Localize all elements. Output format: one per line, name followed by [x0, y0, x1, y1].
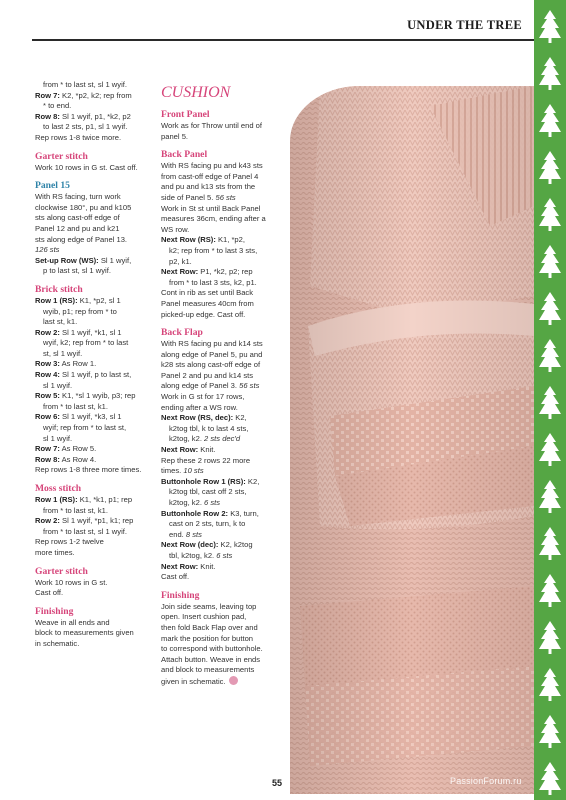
- text-line: [161, 132, 279, 143]
- text-line: [161, 392, 279, 403]
- text-run: from * to last st, sl 1 wyif.: [43, 526, 127, 536]
- text-line: [161, 644, 279, 655]
- text-run: Panel 12 and pu and k21: [35, 223, 120, 233]
- text-line: [35, 465, 150, 476]
- christmas-tree-icon: [539, 668, 561, 701]
- section-heading: Moss stitch: [35, 483, 82, 494]
- text-run: 6 sts: [204, 498, 221, 507]
- text-run: in schematic.: [35, 638, 80, 648]
- text-run: from * to last st, sl 1 wyif.: [43, 80, 127, 89]
- text-run: p2, k1.: [169, 256, 192, 266]
- text-line: [35, 101, 150, 112]
- christmas-tree-icon: [539, 292, 561, 325]
- text-line: [161, 267, 279, 278]
- christmas-tree-icon: [539, 621, 561, 654]
- text-line: [161, 288, 279, 299]
- text-run: wyib, p1; rep from * to: [43, 306, 117, 316]
- text-run: 8 sts: [185, 529, 202, 539]
- text-line: [161, 172, 279, 183]
- text-run: sl 1 wyif.: [43, 433, 73, 443]
- text-run: from * to last st, k1.: [43, 505, 108, 515]
- text-line: [161, 360, 279, 371]
- text-run: sts along edge of Panel 13.: [35, 234, 128, 244]
- text-line: [161, 676, 279, 688]
- section-heading: Finishing: [35, 605, 74, 617]
- text-line: [161, 655, 279, 666]
- text-run: 6 sts: [216, 550, 233, 560]
- text-run: P1, *k2, p2; rep: [198, 267, 253, 277]
- text-line: [35, 338, 150, 349]
- text-line: [35, 495, 150, 506]
- text-line: [161, 339, 279, 350]
- row-label: Next Row (dec):: [161, 540, 219, 550]
- text-run: k2tog, k2.: [169, 498, 205, 507]
- text-run: block to measurements given: [35, 628, 134, 638]
- row-label: Row 8:: [35, 454, 60, 464]
- text-run: K1, *sl 1 wyib, p3; rep: [59, 391, 136, 401]
- row-label: Buttonhole Row 1 (RS):: [161, 476, 246, 486]
- text-run: from * to last 3 sts, k2, p1.: [169, 277, 257, 287]
- row-label: Next Row:: [161, 561, 199, 571]
- text-run: K2, k2tog: [218, 540, 253, 550]
- text-run: p to last st, sl 1 wyif.: [43, 266, 111, 276]
- text-run: k2; rep from * to last 3 sts,: [169, 245, 258, 255]
- text-line: [35, 537, 150, 548]
- text-line: [161, 519, 279, 530]
- text-line: [35, 256, 150, 267]
- christmas-tree-icon: [539, 527, 561, 560]
- text-run: Sl 1 wyif, p1, *k2, p2: [59, 111, 131, 121]
- christmas-tree-icons: [534, 0, 566, 800]
- row-label: Buttonhole Row 2:: [161, 508, 229, 518]
- row-label: Row 1 (RS):: [35, 495, 78, 504]
- section-title: UNDER THE TREE: [407, 18, 522, 32]
- text-line: [35, 412, 150, 423]
- right-column: [161, 80, 279, 688]
- text-line: [161, 424, 279, 435]
- text-run: tbl, k2tog, k2.: [169, 550, 217, 560]
- text-line: [35, 203, 150, 214]
- watermark: PassionForum.ru: [450, 776, 522, 786]
- christmas-tree-icon: [539, 715, 561, 748]
- row-label: Row 2:: [35, 516, 60, 526]
- text-line: [161, 665, 279, 676]
- text-line: [35, 618, 150, 629]
- text-line: [35, 588, 150, 599]
- text-line: [161, 530, 279, 541]
- text-line: [161, 434, 279, 445]
- text-line: [35, 245, 150, 256]
- text-line: [35, 381, 150, 392]
- row-label: Row 3:: [35, 359, 60, 369]
- text-line: [161, 381, 279, 392]
- section-heading: Front Panel: [161, 109, 210, 120]
- row-label: Row 5:: [35, 391, 60, 401]
- text-run: Sl 1 wyif,: [98, 255, 132, 265]
- christmas-tree-icon: [539, 339, 561, 372]
- text-line: [35, 506, 150, 517]
- text-run: * to end.: [43, 101, 72, 111]
- text-run: Work in St st until Back Panel: [161, 203, 261, 213]
- text-run: Cast off.: [161, 572, 190, 582]
- text-line: [35, 91, 150, 102]
- text-run: Work 10 rows in G st.: [35, 577, 108, 587]
- text-run: Join side seams, leaving top: [161, 601, 257, 611]
- text-line: [161, 278, 279, 289]
- text-run: Attach button. Weave in ends: [161, 654, 261, 664]
- christmas-tree-icon: [539, 198, 561, 231]
- text-line: [35, 224, 150, 235]
- text-run: K2,: [233, 413, 247, 423]
- text-line: [161, 350, 279, 361]
- text-line: [161, 214, 279, 225]
- row-label: Next Row (RS):: [161, 235, 216, 245]
- text-run: 10 sts: [183, 466, 204, 476]
- text-run: and pu and k13 sts from the: [161, 182, 256, 192]
- text-run: Panel measures 40cm from: [161, 298, 254, 308]
- section-heading: Panel 15: [35, 180, 70, 192]
- text-run: side of Panel 5.: [161, 192, 216, 202]
- christmas-tree-icon: [539, 57, 561, 90]
- text-run: K3, turn,: [228, 508, 259, 518]
- section-heading: Brick stitch: [35, 283, 83, 295]
- text-run: mark the position for button: [161, 633, 254, 643]
- christmas-tree-icon: [539, 10, 561, 43]
- text-run: Rep these 2 rows 22 more: [161, 455, 251, 465]
- text-run: sts along cast-off edge of: [35, 213, 120, 223]
- text-run: K1, *k1, p1; rep: [77, 495, 133, 504]
- row-label: Row 1 (RS):: [35, 295, 78, 305]
- christmas-tree-icon: [539, 245, 561, 278]
- text-line: [35, 516, 150, 527]
- text-run: K2, *p2, k2; rep from: [59, 90, 132, 100]
- text-line: [161, 540, 279, 551]
- text-run: sl 1 wyif.: [43, 380, 73, 390]
- text-line: [161, 161, 279, 172]
- header-rule: [32, 39, 534, 41]
- text-run: Sl 1 wyif, *k1, sl 1: [59, 327, 122, 337]
- row-label: Row 7:: [35, 90, 60, 100]
- text-line: [35, 133, 150, 144]
- text-run: open. Insert cushion pad,: [161, 612, 247, 622]
- text-line: [35, 402, 150, 413]
- text-line: [161, 310, 279, 321]
- text-run: K1, *p2,: [215, 235, 245, 245]
- text-line: [35, 213, 150, 224]
- row-label: Set-up Row (WS):: [35, 255, 99, 265]
- text-run: from cast-off edge of Panel 4: [161, 171, 259, 181]
- text-run: Knit.: [198, 561, 216, 571]
- text-line: [35, 639, 150, 650]
- text-run: As Row 4.: [59, 454, 97, 464]
- text-run: clockwise 180°, pu and k105: [35, 202, 132, 212]
- text-line: [35, 307, 150, 318]
- text-run: to correspond with buttonhole.: [161, 644, 263, 654]
- text-run: ending after a WS row.: [161, 402, 238, 412]
- text-run: cast on 2 sts, turn, k to: [169, 519, 246, 529]
- text-line: [161, 403, 279, 414]
- text-line: [35, 192, 150, 203]
- section-heading: Finishing: [161, 589, 200, 601]
- text-line: [161, 299, 279, 310]
- text-run: along edge of Panel 5, pu and: [161, 349, 263, 359]
- text-run: from * to last st, k1.: [43, 401, 108, 411]
- row-label: Row 7:: [35, 444, 60, 454]
- text-run: WS row.: [161, 224, 190, 234]
- text-line: [35, 444, 150, 455]
- text-line: [35, 527, 150, 538]
- text-run: Work as for Throw until end of: [161, 121, 263, 130]
- text-line: [161, 602, 279, 613]
- yarn-ball-icon: [229, 676, 238, 685]
- text-run: K2,: [245, 476, 260, 486]
- text-line: [35, 235, 150, 246]
- section-heading: Back Flap: [161, 327, 203, 339]
- text-run: With RS facing pu and k43 sts: [161, 161, 263, 171]
- text-run: Sl 1 wyif, *p1, k1; rep: [59, 516, 134, 526]
- text-run: Rep rows 1-8 twice more.: [35, 132, 122, 142]
- text-run: picked-up edge. Cast off.: [161, 309, 246, 319]
- tree-stripe: [534, 0, 566, 800]
- text-run: 2 sts dec'd: [204, 434, 241, 444]
- christmas-tree-icon: [539, 386, 561, 419]
- text-line: [35, 317, 150, 328]
- text-line: [161, 121, 279, 132]
- text-run: Knit.: [198, 445, 216, 455]
- text-line: [35, 328, 150, 339]
- text-run: wyif, k2; rep from * to last: [43, 338, 129, 348]
- text-run: given in schematic.: [161, 676, 226, 686]
- text-run: As Row 5.: [59, 444, 97, 454]
- text-run: As Row 1.: [59, 359, 97, 369]
- text-line: [161, 562, 279, 573]
- text-line: [161, 235, 279, 246]
- text-run: wyif; rep from * to last st,: [43, 423, 127, 433]
- text-run: k2tog tbl, cast off 2 sts,: [169, 487, 247, 497]
- text-run: Work 10 rows in G st. Cast off.: [35, 162, 138, 172]
- text-run: 56 sts: [239, 381, 260, 391]
- text-line: [35, 370, 150, 381]
- text-run: along edge of Panel 3.: [161, 381, 240, 391]
- row-label: Next Row (RS, dec):: [161, 413, 234, 423]
- row-label: Next Row:: [161, 445, 199, 455]
- text-run: Sl 1 wyif, *k3, sl 1: [59, 412, 122, 422]
- text-run: K1, *p2, sl 1: [77, 295, 121, 305]
- text-line: [161, 623, 279, 634]
- text-run: measures 36cm, ending after a: [161, 214, 266, 224]
- christmas-tree-icon: [539, 433, 561, 466]
- christmas-tree-icon: [539, 104, 561, 137]
- section-heading: Garter stitch: [35, 565, 88, 577]
- christmas-tree-icon: [539, 480, 561, 513]
- text-run: Weave in all ends and: [35, 617, 110, 627]
- page-number: 55: [272, 778, 283, 788]
- christmas-tree-icon: [539, 151, 561, 184]
- row-label: Row 4:: [35, 370, 60, 380]
- text-line: [161, 551, 279, 562]
- text-run: With RS facing pu and k14 sts: [161, 339, 263, 349]
- row-label: Row 2:: [35, 327, 60, 337]
- text-line: [161, 456, 279, 467]
- text-line: [161, 204, 279, 215]
- text-run: 56 sts: [215, 192, 236, 202]
- christmas-tree-icon: [539, 762, 561, 795]
- text-run: and block to measurements: [161, 665, 255, 675]
- christmas-tree-icon: [539, 574, 561, 607]
- section-heading: Back Panel: [161, 149, 208, 161]
- text-run: Rep rows 1-2 twelve: [35, 537, 104, 547]
- text-run: then fold Back Flap over and: [161, 622, 258, 632]
- text-line: [161, 477, 279, 488]
- text-line: [35, 628, 150, 639]
- text-line: [161, 413, 279, 424]
- text-run: times.: [161, 466, 184, 476]
- text-run: 126 sts: [35, 245, 60, 255]
- text-line: [161, 257, 279, 268]
- text-line: [161, 634, 279, 645]
- text-line: [161, 246, 279, 257]
- text-line: [35, 423, 150, 434]
- text-line: [35, 112, 150, 123]
- text-line: [161, 225, 279, 236]
- text-line: [35, 455, 150, 466]
- text-line: [161, 572, 279, 583]
- row-label: Row 8:: [35, 111, 60, 121]
- section-heading: CUSHION: [161, 84, 231, 101]
- text-line: [161, 498, 279, 509]
- text-line: [161, 466, 279, 477]
- text-run: k28 sts along cast-off edge of: [161, 360, 261, 370]
- text-line: [161, 371, 279, 382]
- text-run: to last 2 sts, p1, sl 1 wyif.: [43, 122, 128, 132]
- text-run: Cont in rib as set until Back: [161, 288, 254, 298]
- section-heading: Garter stitch: [35, 150, 88, 162]
- text-run: last st, k1.: [43, 317, 78, 327]
- knitted-cushion-photo: [290, 86, 534, 794]
- text-run: Rep rows 1-8 three more times.: [35, 465, 142, 475]
- text-line: [35, 80, 150, 91]
- text-run: With RS facing, turn work: [35, 192, 121, 202]
- left-column: [35, 80, 150, 650]
- text-run: st, sl 1 wyif.: [43, 348, 83, 358]
- text-run: panel 5.: [161, 131, 189, 141]
- text-run: more times.: [35, 547, 75, 557]
- text-run: k2tog tbl, k to last 4 sts,: [169, 423, 249, 433]
- text-line: [161, 509, 279, 520]
- text-run: Cast off.: [35, 588, 64, 598]
- text-run: k2tog, k2.: [169, 434, 205, 444]
- text-line: [161, 193, 279, 204]
- text-line: [35, 359, 150, 370]
- text-run: end.: [169, 529, 186, 539]
- text-run: Sl 1 wyif, p to last st,: [59, 370, 132, 380]
- text-line: [35, 434, 150, 445]
- row-label: Next Row:: [161, 267, 199, 277]
- row-label: Row 6:: [35, 412, 60, 422]
- text-line: [161, 182, 279, 193]
- text-run: Work in G st for 17 rows,: [161, 392, 245, 402]
- text-line: [35, 578, 150, 589]
- text-line: [35, 122, 150, 133]
- text-line: [35, 296, 150, 307]
- text-line: [35, 349, 150, 360]
- text-line: [35, 548, 150, 559]
- text-run: Panel 2 and pu and k14 sts: [161, 370, 254, 380]
- text-line: [35, 266, 150, 277]
- text-line: [35, 391, 150, 402]
- text-line: [161, 487, 279, 498]
- text-line: [161, 445, 279, 456]
- text-line: [161, 612, 279, 623]
- text-line: [35, 163, 150, 174]
